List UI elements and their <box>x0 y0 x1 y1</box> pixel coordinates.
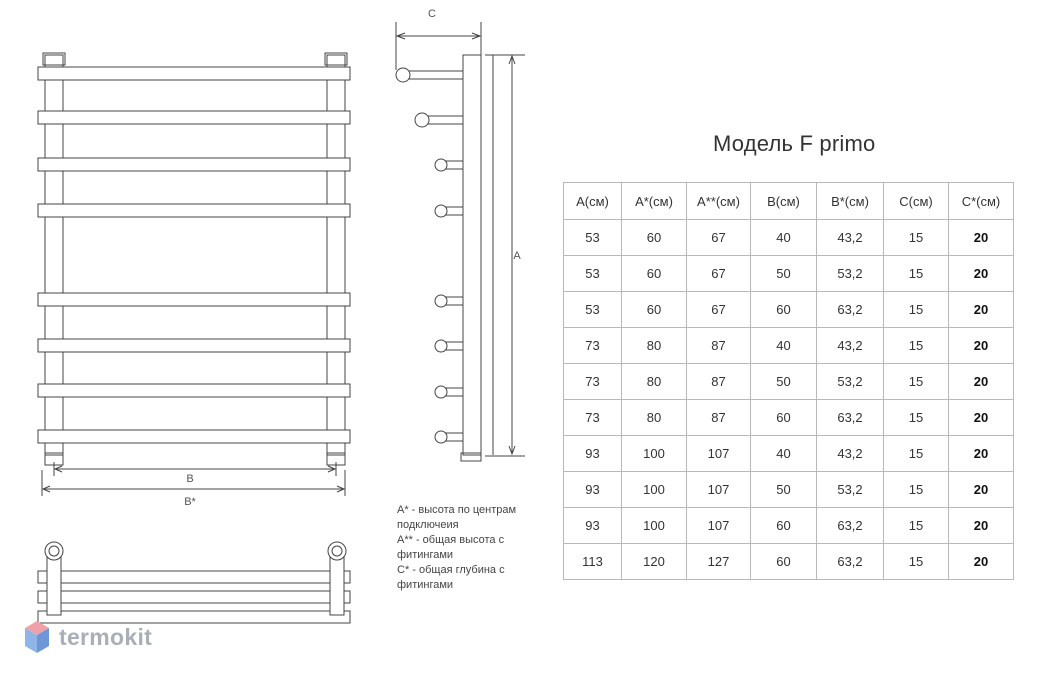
header-c: C(см) <box>884 183 949 220</box>
cell: 53,2 <box>817 256 884 292</box>
cell: 63,2 <box>817 544 884 580</box>
cell: 20 <box>949 544 1014 580</box>
header-b-star: B*(см) <box>817 183 884 220</box>
cell: 20 <box>949 436 1014 472</box>
cell: 80 <box>622 400 687 436</box>
cell: 43,2 <box>817 436 884 472</box>
cell: 60 <box>622 292 687 328</box>
table-row <box>564 220 1014 256</box>
cell: 67 <box>687 220 751 256</box>
cell: 113 <box>564 544 622 580</box>
cell: 20 <box>949 364 1014 400</box>
cell: 73 <box>564 400 622 436</box>
cell: 100 <box>622 508 687 544</box>
header-a-star: A*(см) <box>622 183 687 220</box>
cell: 15 <box>884 472 949 508</box>
cell: 15 <box>884 544 949 580</box>
cell: 107 <box>687 436 751 472</box>
cell: 15 <box>884 400 949 436</box>
rung <box>38 339 350 352</box>
header-c-star: C*(см) <box>949 183 1014 220</box>
header-a-double-star: A**(см) <box>687 183 751 220</box>
cell: 20 <box>949 292 1014 328</box>
cell: 127 <box>687 544 751 580</box>
table-row <box>564 400 1014 436</box>
table-row <box>564 544 1014 580</box>
header-b: B(см) <box>751 183 817 220</box>
table-header-row <box>564 183 1014 220</box>
cell: 40 <box>751 328 817 364</box>
cell: 93 <box>564 436 622 472</box>
logo-text: termokit <box>59 623 153 650</box>
cell: 73 <box>564 364 622 400</box>
model-title: Модель F primo <box>713 131 876 156</box>
cell: 43,2 <box>817 220 884 256</box>
cell: 120 <box>622 544 687 580</box>
cell: 50 <box>751 256 817 292</box>
cell: 93 <box>564 472 622 508</box>
cell: 100 <box>622 472 687 508</box>
label-b: B <box>186 473 194 485</box>
cell: 20 <box>949 220 1014 256</box>
dimensions-table <box>563 182 1014 580</box>
cell: 100 <box>622 436 687 472</box>
note-c-star: C* - общая глубина с фитингами <box>397 564 505 591</box>
cell: 60 <box>751 544 817 580</box>
cell: 53 <box>564 256 622 292</box>
label-c: C <box>428 8 436 20</box>
rung <box>38 111 350 124</box>
cell: 20 <box>949 400 1014 436</box>
note-a-star: A* - высота по центрам подключеия <box>397 504 517 531</box>
note-a-double-star: A** - общая высота с фитингами <box>397 534 505 561</box>
label-b-star: B* <box>184 496 196 508</box>
rung <box>38 204 350 217</box>
top-view-rail <box>38 571 350 583</box>
cell: 60 <box>751 508 817 544</box>
cell: 15 <box>884 256 949 292</box>
cell: 40 <box>751 220 817 256</box>
cell: 50 <box>751 364 817 400</box>
cell: 93 <box>564 508 622 544</box>
table-row <box>564 436 1014 472</box>
cube-logo-icon <box>23 619 51 655</box>
cell: 15 <box>884 328 949 364</box>
table-row <box>564 508 1014 544</box>
top-view <box>38 542 350 623</box>
cell: 80 <box>622 364 687 400</box>
rung <box>38 67 350 80</box>
rung <box>38 430 350 443</box>
cell: 87 <box>687 364 751 400</box>
label-a: A <box>513 250 521 262</box>
cell: 53,2 <box>817 364 884 400</box>
rung <box>38 293 350 306</box>
header-a: A(см) <box>564 183 622 220</box>
cell: 60 <box>622 256 687 292</box>
cell: 53 <box>564 292 622 328</box>
cell: 107 <box>687 472 751 508</box>
cell: 87 <box>687 328 751 364</box>
cell: 50 <box>751 472 817 508</box>
table-row <box>564 364 1014 400</box>
cell: 53 <box>564 220 622 256</box>
table-row <box>564 328 1014 364</box>
cell: 60 <box>622 220 687 256</box>
cell: 63,2 <box>817 400 884 436</box>
cell: 87 <box>687 400 751 436</box>
cell: 40 <box>751 436 817 472</box>
front-view <box>38 53 350 465</box>
table-row <box>564 472 1014 508</box>
cell: 15 <box>884 508 949 544</box>
cell: 63,2 <box>817 508 884 544</box>
top-view-rail <box>38 591 350 603</box>
cell: 107 <box>687 508 751 544</box>
cell: 15 <box>884 436 949 472</box>
cell: 73 <box>564 328 622 364</box>
cell: 15 <box>884 364 949 400</box>
cell: 20 <box>949 508 1014 544</box>
cell: 67 <box>687 292 751 328</box>
cell: 20 <box>949 472 1014 508</box>
dimension-b <box>54 462 336 476</box>
termokit-logo <box>23 619 152 655</box>
cell: 80 <box>622 328 687 364</box>
rung <box>38 384 350 397</box>
side-view <box>396 22 525 461</box>
dimension-notes <box>397 503 537 593</box>
cell: 53,2 <box>817 472 884 508</box>
table-row <box>564 292 1014 328</box>
cell: 20 <box>949 256 1014 292</box>
side-post <box>463 55 481 455</box>
cell: 60 <box>751 292 817 328</box>
side-fitting <box>461 453 481 461</box>
rung <box>38 158 350 171</box>
cell: 67 <box>687 256 751 292</box>
cell: 20 <box>949 328 1014 364</box>
table-row <box>564 256 1014 292</box>
cell: 60 <box>751 400 817 436</box>
cell: 63,2 <box>817 292 884 328</box>
cell: 15 <box>884 220 949 256</box>
cell: 43,2 <box>817 328 884 364</box>
cell: 15 <box>884 292 949 328</box>
